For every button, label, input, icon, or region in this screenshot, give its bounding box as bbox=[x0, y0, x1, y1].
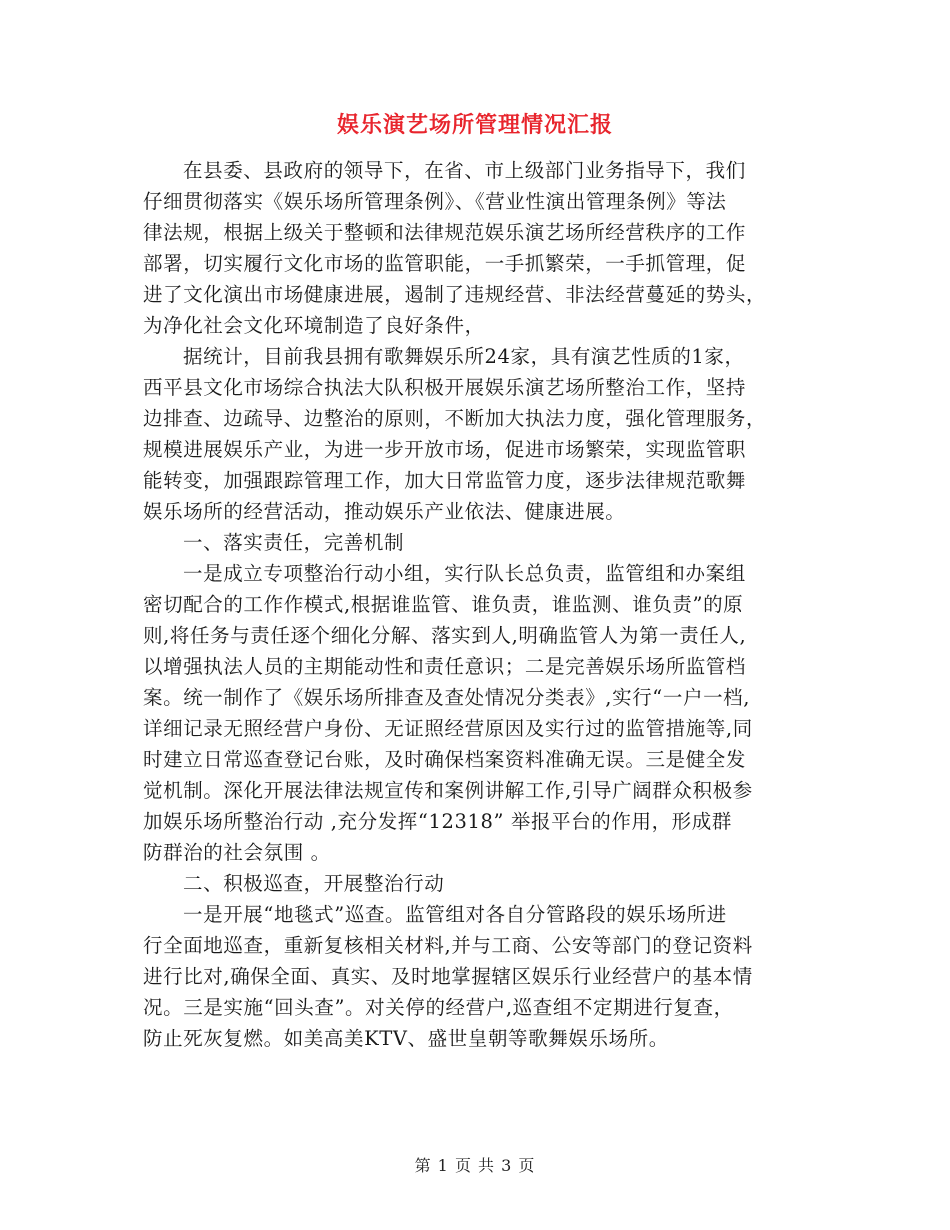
section-heading: 一、落实责任，完善机制 bbox=[183, 531, 405, 554]
page-number-footer: 第 1 页 共 3 页 bbox=[414, 1156, 536, 1175]
paragraph-line: 西平县文化市场综合执法大队积极开展娱乐演艺场所整治工作，坚持 bbox=[143, 376, 747, 399]
paragraph-line: 在县委、县政府的领导下，在省、市上级部门业务指导下，我们 bbox=[183, 159, 746, 182]
paragraph-line: 则,将任务与责任逐个细化分解、落实到人,明确监管人为第一责任人, bbox=[143, 624, 747, 647]
paragraph-line: 密切配合的工作作模式,根据谁监管、谁负责，谁监测、谁负责”的原 bbox=[143, 593, 744, 616]
paragraph-line: 防群治的社会氛围 。 bbox=[143, 841, 331, 864]
paragraph-line: 案。统一制作了《娱乐场所排查及查处情况分类表》,实行“一户一档, bbox=[143, 686, 751, 709]
paragraph-line: 时建立日常巡查登记台账，及时确保档案资料准确无误。三是健全发 bbox=[143, 748, 747, 771]
paragraph-line: 一是开展“地毯式”巡查。监管组对各自分管路段的娱乐场所进 bbox=[183, 903, 727, 926]
paragraph-line: 部署，切实履行文化市场的监管职能，一手抓繁荣，一手抓管理，促 bbox=[143, 252, 747, 275]
paragraph-line: 规模进展娱乐产业，为进一步开放市场，促进市场繁荣，实现监管职 bbox=[143, 438, 747, 461]
paragraph-line: 边排查、边疏导、边整治的原则，不断加大执法力度，强化管理服务， bbox=[143, 407, 767, 430]
paragraph-line: 况。三是实施“回头查”。对关停的经营户,巡查组不定期进行复查， bbox=[143, 996, 734, 1019]
paragraph-line: 加娱乐场所整治行动 ,充分发挥“12318” 举报平台的作用，形成群 bbox=[143, 810, 732, 833]
document-body bbox=[143, 155, 807, 1054]
paragraph-line: 据统计，目前我县拥有歌舞娱乐所24家，具有演艺性质的1家， bbox=[183, 345, 745, 368]
paragraph-line: 能转变，加强跟踪管理工作，加大日常监管力度，逐步法律规范歌舞 bbox=[143, 469, 747, 492]
paragraph-line: 仔细贯彻落实《娱乐场所管理条例》、《营业性演出管理条例》等法 bbox=[143, 190, 727, 213]
paragraph-line: 以增强执法人员的主期能动性和责任意识；二是完善娱乐场所监管档 bbox=[143, 655, 747, 678]
paragraph-line: 行全面地巡查，重新复核相关材料,并与工商、公安等部门的登记资料 bbox=[143, 934, 753, 957]
paragraph-line: 觉机制。深化开展法律法规宣传和案例讲解工作,引导广阔群众积极参 bbox=[143, 779, 753, 802]
section-heading: 二、积极巡查，开展整治行动 bbox=[183, 872, 445, 895]
paragraph-line: 为净化社会文化环境制造了良好条件， bbox=[143, 314, 485, 337]
paragraph-line: 进行比对,确保全面、真实、及时地掌握辖区娱乐行业经营户的基本情 bbox=[143, 965, 753, 988]
document-title: 娱乐演艺场所管理情况汇报 bbox=[336, 112, 613, 138]
paragraph-line: 防止死灰复燃。如美高美KTV、盛世皇朝等歌舞娱乐场所。 bbox=[143, 1027, 669, 1050]
paragraph-line: 律法规，根据上级关于整顿和法律规范娱乐演艺场所经营秩序的工作 bbox=[143, 221, 747, 244]
paragraph-line: 娱乐场所的经营活动，推动娱乐产业依法、健康进展。 bbox=[143, 500, 626, 523]
paragraph-line: 一是成立专项整治行动小组，实行队长总负责，监管组和办案组 bbox=[183, 562, 746, 585]
paragraph-line: 进了文化演出市场健康进展，遏制了违规经营、非法经营蔓延的势头， bbox=[143, 283, 767, 306]
paragraph-line: 详细记录无照经营户身份、无证照经营原因及实行过的监管措施等,同 bbox=[143, 717, 753, 740]
